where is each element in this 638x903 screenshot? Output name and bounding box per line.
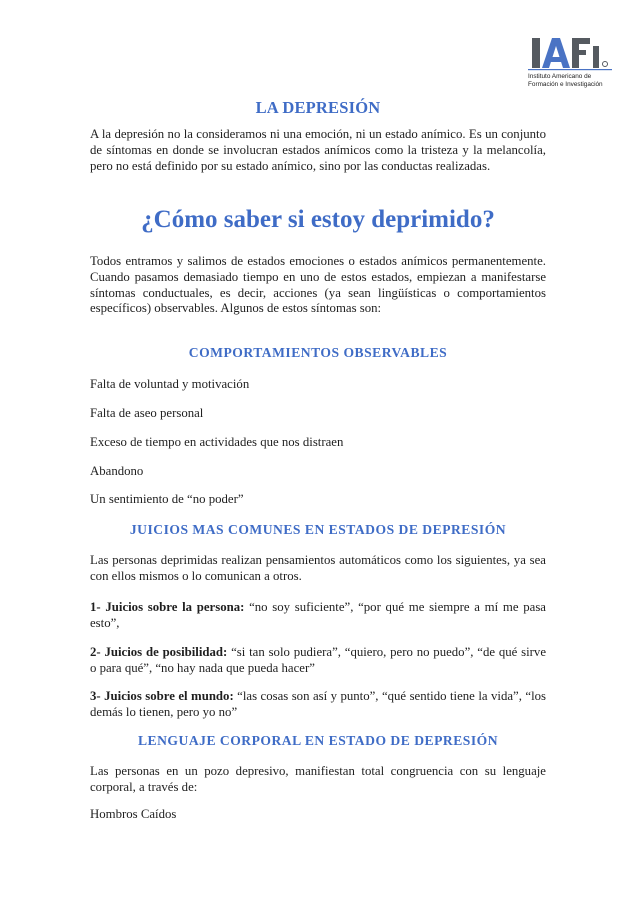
logo-line-2: Formación e Investigación — [528, 81, 603, 88]
page-title: LA DEPRESIÓN — [255, 98, 381, 117]
judgments-heading: JUICIOS MAS COMUNES EN ESTADOS DE DEPRESIÓN — [129, 522, 507, 537]
judgment-item — [90, 645, 546, 677]
iafi-logo-icon — [528, 32, 612, 72]
body-language-heading: LENGUAJE CORPORAL EN ESTADO DE DEPRESIÓN — [137, 733, 499, 748]
body-language-intro: Las personas en un pozo depresivo, manifiestan total congruencia con su lenguaje corporal, a través de: — [90, 764, 546, 794]
behavior-item: Falta de aseo personal — [90, 406, 204, 420]
judgment-text: “si tan solo pudiera”, “quiero, pero no puedo”, “de qué sirve o para qué”, “no hay nada que pueda hacer” — [90, 645, 546, 675]
judgment-item — [90, 600, 546, 632]
behavior-item: Abandono — [90, 464, 144, 478]
judgment-item — [90, 689, 546, 721]
question-paragraph: Todos entramos y salimos de estados emociones o estados anímicos permanentemente. Cuando pasamos demasiado tiempo en uno de estos estados, empiezan a manifestarse síntomas conductuales, es decir, acciones (ya sean lingüísticas o comportamientos específicos) observables. Algunos de estos síntomas son: — [90, 254, 546, 316]
intro-paragraph: A la depresión no la consideramos ni una emoción, ni un estado anímico. Es un conjunto de síntomas en donde se involucran estados anímicos como la tristeza y la melancolía, pero no está definido por su estado anímico, sino por las conductas realizadas. — [90, 127, 546, 173]
body-language-item: Hombros Caídos — [90, 807, 177, 821]
iafi-logo — [528, 32, 612, 92]
logo-subtitle — [528, 73, 612, 89]
judgment-text: “las cosas son así y punto”, “qué sentido tiene la vida”, “los demás lo tienen, pero yo no” — [90, 689, 546, 719]
judgment-label: 3- Juicios sobre el mundo: — [90, 689, 234, 703]
logo-line-1: Instituto Americano de — [528, 73, 592, 80]
question-heading: ¿Cómo saber si estoy deprimido? — [141, 206, 495, 233]
judgments-intro: Las personas deprimidas realizan pensamientos automáticos como los siguientes, ya sea con ellos mismos o lo comunican a otros. — [90, 553, 546, 583]
judgment-label: 1- Juicios sobre la persona: — [90, 600, 245, 614]
behavior-item: Falta de voluntad y motivación — [90, 377, 250, 391]
behaviors-heading: COMPORTAMIENTOS OBSERVABLES — [188, 345, 448, 360]
behavior-item: Un sentimiento de “no poder” — [90, 492, 244, 506]
judgment-label: 2- Juicios de posibilidad: — [90, 645, 228, 659]
judgment-text: “no soy suficiente”, “por qué me siempre a mí me pasa esto”, — [90, 600, 546, 630]
behavior-item: Exceso de tiempo en actividades que nos distraen — [90, 435, 344, 449]
